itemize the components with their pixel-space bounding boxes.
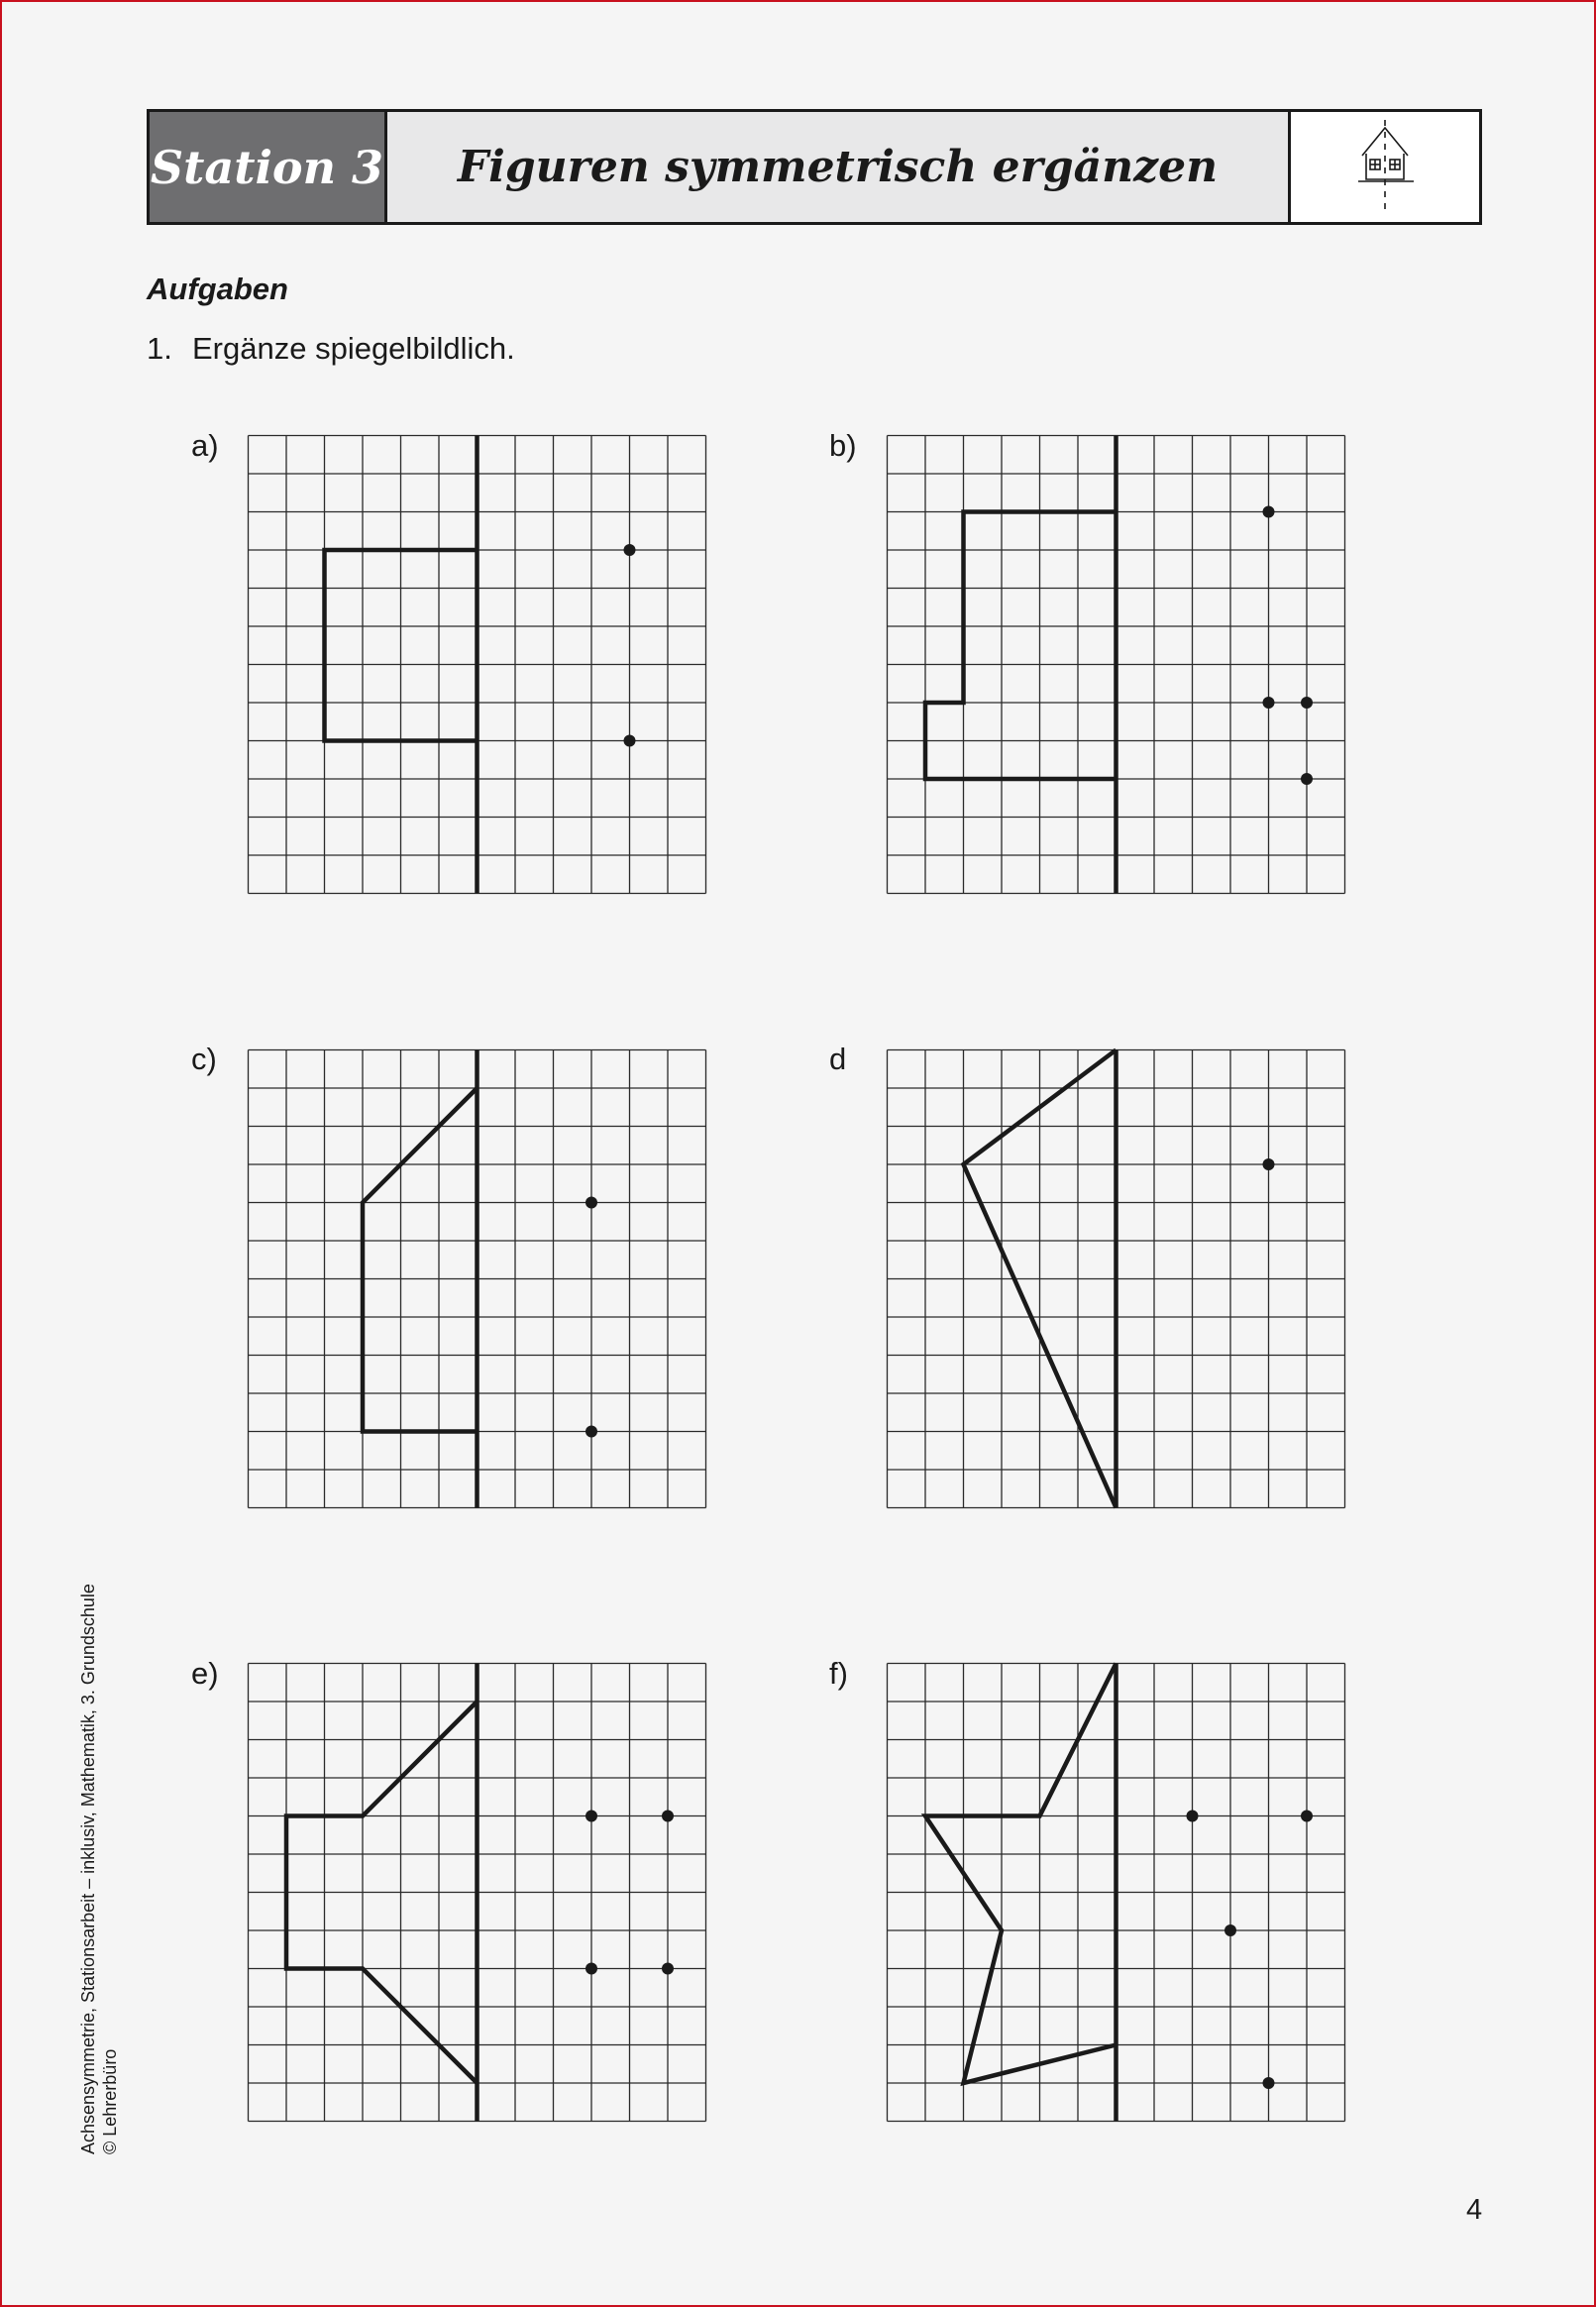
copyright-line-2: © Lehrerbüro: [100, 2048, 120, 2154]
figure-half-outline: [363, 1088, 478, 1432]
copyright-side-text: [77, 1584, 121, 2154]
guide-dot: [585, 1811, 597, 1822]
puzzle-label-e: e): [191, 1656, 219, 1691]
puzzle-label-c: c): [191, 1042, 217, 1076]
grid-puzzle-c: [247, 1048, 706, 1518]
task-number: 1.: [147, 331, 172, 366]
guide-dot: [1301, 773, 1313, 785]
puzzle-label-f: f): [829, 1656, 848, 1691]
guide-dot: [1263, 1158, 1275, 1170]
section-heading: Aufgaben: [147, 272, 288, 306]
guide-dot: [585, 1426, 597, 1438]
grid-puzzle-f: [886, 1662, 1345, 2132]
puzzle-label-a: a): [191, 428, 219, 463]
guide-dot: [1301, 1811, 1313, 1822]
task-text: Ergänze spiegelbildlich.: [192, 331, 515, 366]
grid-puzzle-e: [247, 1662, 706, 2132]
guide-dot: [624, 735, 636, 747]
puzzle-label-d: d: [829, 1042, 847, 1076]
copyright-line-1: Achsensymmetrie, Stationsarbeit – inklusiv, Mathematik, 3. Grundschule: [78, 1584, 98, 2154]
guide-dot: [585, 1963, 597, 1975]
guide-dot: [1263, 697, 1275, 709]
figure-half-outline: [925, 512, 1117, 780]
guide-dot: [1263, 506, 1275, 518]
logo-box: [1291, 112, 1479, 222]
header-bar: [147, 109, 1482, 225]
guide-dot: [624, 544, 636, 556]
house-symmetry-icon: [1340, 118, 1430, 217]
station-label: Station 3: [150, 112, 387, 222]
guide-dot: [1224, 1924, 1236, 1936]
figure-half-outline: [925, 1664, 1117, 2084]
grid-puzzle-b: [886, 434, 1345, 904]
guide-dot: [662, 1963, 674, 1975]
page-number: 4: [1466, 2194, 1483, 2226]
guide-dot: [662, 1811, 674, 1822]
puzzle-label-b: b): [829, 428, 857, 463]
grid-puzzle-d: [886, 1048, 1345, 1518]
guide-dot: [1187, 1811, 1199, 1822]
grid-puzzle-a: [247, 434, 706, 904]
guide-dot: [585, 1197, 597, 1209]
task-instruction: [147, 331, 515, 367]
guide-dot: [1263, 2077, 1275, 2089]
page-title: Figuren symmetrisch ergänzen: [387, 112, 1291, 222]
guide-dot: [1301, 697, 1313, 709]
